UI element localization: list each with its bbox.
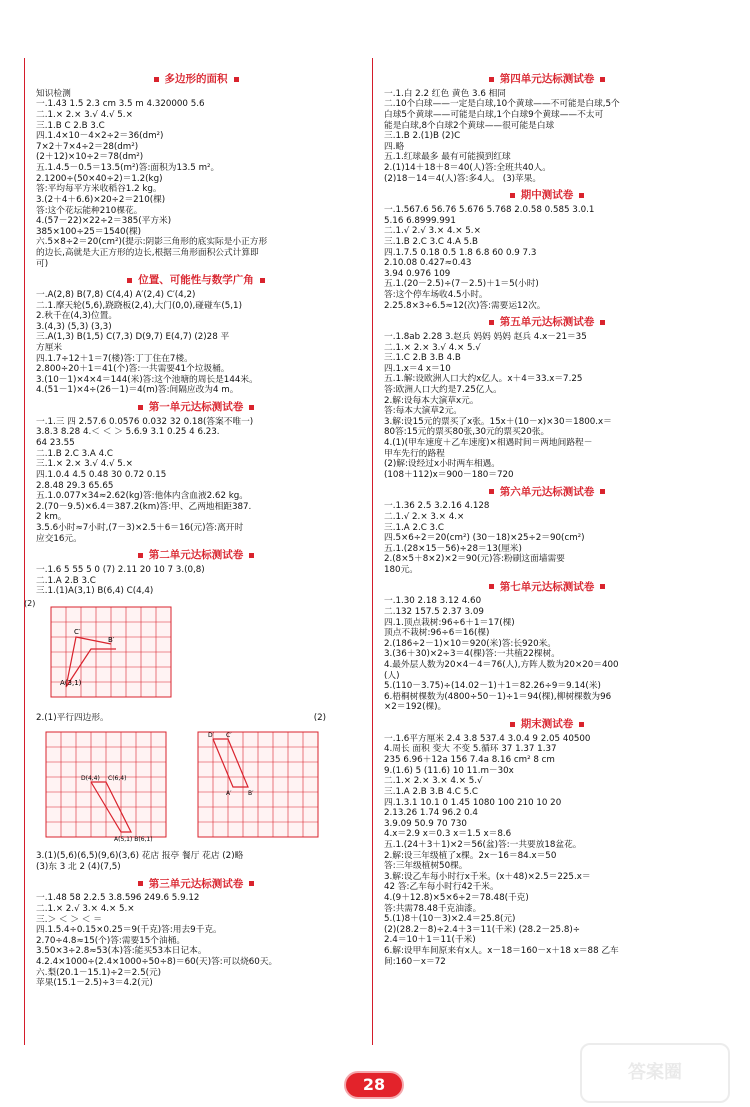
answer-line: 一.A(2,8) B(7,8) C(4,4) A′(2,4) C′(4,2): [36, 289, 196, 300]
answer-line: 方厘米: [36, 343, 63, 353]
answer-section: [384, 316, 710, 480]
answer-line: 6.解:设甲车间原来有x人。x－18＝160－x＋18 x＝88 乙车: [384, 946, 619, 957]
title-mark-icon: [260, 278, 265, 283]
answer-line: 一.1.6 5 55 5 0 (7) 2.11 20 10 7 3.(0,8): [36, 564, 205, 575]
title-mark-icon: [489, 584, 494, 589]
page-number: 28: [344, 1071, 404, 1099]
answer-line: 应交16元。: [36, 533, 82, 544]
answer-line: 2.13.26 1.74 96.2 0.4: [384, 808, 478, 819]
title-mark-icon: [510, 193, 515, 198]
title-mark-icon: [138, 881, 143, 886]
section-title: [36, 401, 356, 414]
answer-line: 3.8.3 8.28 4.＜ ＜ ＞ 5.6.9 3.1 0.25 4 6.23.: [36, 427, 220, 438]
answer-line: 四.1.5.4÷0.15×0.25＝9(千克)答:用去9千克。: [36, 925, 222, 936]
coordinate-grid-1: [24, 598, 186, 707]
answer-line: 385×100÷25＝1540(棵): [36, 226, 142, 237]
answer-line: 2 km。: [36, 512, 67, 523]
answer-line: 一.1.36 2.5 3.2.16 4.128: [384, 501, 490, 512]
grid-2b-svg: [188, 727, 328, 847]
answer-line: 2.(8×5＋8×2)×2＝90(元)答:粉刷这面墙需要: [384, 554, 565, 565]
answer-line: 四.略: [384, 141, 405, 152]
answer-line: 一.1.白 2.2 红色 黄色 3.6 相同: [384, 88, 506, 99]
answer-line: 42 答:乙车每小时行42千米。: [384, 882, 499, 893]
answer-section: [36, 73, 356, 269]
answer-line: 五.1.0.077×34≈2.62(kg)答:他体内含血液2.62 kg。: [36, 491, 248, 502]
grid-2-caption-left: 2.(1)平行四边形。: [36, 712, 109, 723]
section-title-text: 第四单元达标测试卷: [499, 73, 595, 85]
answer-line: 答:平均每平方米收稻谷1.2 kg。: [36, 184, 162, 195]
answer-line: 一.1.43 1.5 2.3 cm 3.5 m 4.320000 5.6: [36, 99, 205, 110]
answer-line: 2.10.08 0.427≈0.43: [384, 258, 472, 269]
answer-line: 五.1.红球最多 最有可能摸到红球: [384, 152, 511, 163]
answer-line: 5.(110－3.75)÷(14.02－1)＋1＝82.26÷9＝9.14(米): [384, 681, 601, 692]
answer-line: 二.1.× 2.√ 3.× 4.× 5.×: [36, 904, 135, 915]
section-title-text: 第二单元达标测试卷: [148, 549, 244, 562]
answer-line: 三.1.B 2.(1)B (2)C: [384, 131, 461, 142]
answer-line: 3.解:设15元的票买了x张。15x＋(10－x)×30＝1800.x＝: [384, 416, 612, 427]
answer-line: 二.1.B 2.C 3.A 4.C: [36, 448, 113, 459]
answer-line: 3.(10－1)×4×4＝144(米)答:这个池塘的周长是144米。: [36, 374, 258, 385]
answer-line: 答:三年级植树50棵。: [384, 861, 468, 872]
answer-line: 2.4＝10＋1＝11(千米): [384, 935, 476, 946]
answer-line: 3.(36＋30)×2÷3＝4(棵)答:一共植22棵树。: [384, 649, 560, 660]
answer-line: 2.解:设每本大演草x元。: [384, 395, 479, 406]
svg-text:D(4,4): D(4,4): [81, 775, 100, 783]
answer-line: 知识检测: [36, 88, 71, 99]
answer-line: 2.25.8×3÷6.5≈12(次)答:需要运12次。: [384, 300, 546, 311]
answer-line: 答:这个花坛能种210棵花。: [36, 205, 143, 216]
answer-section: [384, 486, 710, 576]
answer-line: 三.1.C 2.B 3.B 4.B: [384, 353, 461, 364]
answer-section: [36, 549, 356, 597]
section-title-text: 第六单元达标测试卷: [499, 485, 595, 498]
answer-line: 3.94 0.976 109: [384, 268, 451, 279]
section-title: [36, 878, 356, 891]
answer-line: 4.(9＋12.8)×5×6÷2＝78.48(千克): [384, 893, 529, 903]
svg-text:C′: C′: [226, 732, 232, 740]
answer-line: 2.秋千在(4,3)位置。: [36, 311, 118, 322]
answer-line: 3.50×3÷2.8≈53(本)答:能买53本日记本。: [36, 946, 207, 957]
answer-line: 2.70÷4.8≈15(个)答:需要15个油桶。: [36, 935, 186, 946]
section-title: [384, 189, 710, 202]
answer-line: 3.(1)(5,6)(6,5)(9,6)(3,6) 花店 报亭 餐厅 花店 (2)略: [36, 851, 244, 862]
answer-line: 三.1.A 2.B 3.B 4.C 5.C: [384, 786, 478, 797]
answer-section: [36, 274, 356, 396]
section-title-text: 第七单元达标测试卷: [499, 580, 595, 593]
answer-line: 5.16 6.8999.991: [384, 215, 456, 226]
answer-section: [384, 189, 710, 311]
answer-line: 二.1.√ 2.× 3.× 4.×: [384, 511, 465, 522]
section-title: [384, 73, 710, 86]
section-title-text: 期末测试卷: [520, 718, 574, 731]
answer-line: 一.1.48 58 2.2.5 3.8.596 249.6 5.9.12: [36, 893, 200, 904]
answer-line: 二.10个白球——一定是白球,10个黄球——不可能是白球,5个: [384, 99, 620, 110]
answer-line: 白球5个黄球——可能是白球,1个白球9个黄球——不太可: [384, 110, 604, 121]
section-3: [36, 878, 356, 989]
answer-section: [384, 73, 710, 184]
title-mark-icon: [249, 881, 254, 886]
answer-line: 64 23.55: [36, 438, 75, 449]
grid-2-row: [36, 727, 356, 847]
grid-1-label: (2): [24, 598, 36, 608]
svg-text:C′: C′: [74, 627, 81, 636]
answer-line: 三.1.(1)A(3,1) B(6,4) C(4,4): [36, 586, 154, 597]
answer-line: 7×2＋7×4÷2＝28(dm²): [36, 141, 139, 152]
title-mark-icon: [234, 77, 239, 82]
answer-line: 四.1.4×10－4×2÷2＝36(dm²): [36, 131, 164, 142]
answer-line: 三.1.A 2.C 3.C: [384, 522, 444, 533]
answer-line: 五.1.解:设欧洲人口大约x亿人。x＋4＝33.x＝7.25: [384, 374, 583, 385]
section-title: [36, 549, 356, 562]
answer-section: [384, 581, 710, 714]
section-title: [36, 274, 356, 287]
answer-line: 4.2.4×1000÷(2.4×1000÷50÷8)＝60(天)答:可以烧60天。: [36, 957, 278, 968]
answer-line: 4.x＝2.9 x＝0.3 x＝1.5 x＝8.6: [384, 829, 512, 840]
answer-line: (人): [384, 670, 400, 681]
grid-2-captions: [36, 713, 326, 724]
answer-section: [36, 401, 356, 544]
answer-line: ×2＝192(棵)。: [384, 702, 447, 713]
answer-line: 五.1.4.5－0.5＝13.5(m²)答:面积为13.5 m²。: [36, 163, 220, 174]
section-title: [384, 581, 710, 594]
answer-line: 二.132 157.5 2.37 3.09: [384, 606, 484, 617]
answer-line: 2.(70－9.5)×6.4＝387.2(km)答:甲、乙两地相距387.: [36, 501, 252, 512]
answer-line: 六.梨(20.1－15.1)÷2＝2.5(元): [36, 967, 162, 978]
title-mark-icon: [600, 584, 605, 589]
svg-text:D′: D′: [208, 732, 214, 740]
section-title-text: 期中测试卷: [520, 189, 574, 202]
section-title-text: 第五单元达标测试卷: [499, 316, 595, 329]
svg-text:B′: B′: [248, 790, 254, 798]
answer-line: (2)解:设经过x小时两车相遇。: [384, 459, 500, 470]
answer-line: 二.1.A 2.B 3.C: [36, 575, 96, 586]
answer-line: 5.(1)8＋(10－3)×2.4＝25.8(元): [384, 914, 516, 925]
answer-line: 四.1.7÷12＋1＝7(楼)答:丁丁住在7楼。: [36, 353, 193, 364]
after-grids-lines: [36, 851, 356, 872]
answer-line: 2.1200÷(50×40÷2)＝1.2(kg): [36, 173, 163, 184]
answer-line: 180元。: [384, 564, 418, 575]
title-mark-icon: [489, 77, 494, 82]
section-title: [384, 486, 710, 499]
answer-line: 二.1.√ 2.√ 3.× 4.× 5.×: [384, 226, 481, 237]
answer-line: 3.(4,3) (5,3) (3,3): [36, 321, 112, 332]
title-mark-icon: [510, 722, 515, 727]
title-mark-icon: [138, 405, 143, 410]
answer-line: 4.(57－22)×22÷2＝385(平方米): [36, 216, 172, 227]
answer-line: 四.5×6÷2＝20(cm²) (30－18)×25÷2＝90(cm²): [384, 533, 585, 544]
section-title: [36, 73, 356, 86]
answer-line: 3.5.6小时≈7小时,(7－3)×2.5＋6＝16(元)答:离开时: [36, 522, 244, 533]
left-rule: [24, 58, 25, 1045]
answer-line: 三.A(1,3) B(1,5) C(7,3) D(9,7) E(4,7) (2)28 平: [36, 332, 230, 343]
answer-line: 三.＞ ＜ ＞ ＜ ＝: [36, 914, 102, 925]
title-mark-icon: [489, 489, 494, 494]
answer-line: 苹果(15.1－2.5)÷3＝4.2(元): [36, 978, 153, 989]
title-mark-icon: [600, 77, 605, 82]
section-title: [384, 718, 710, 731]
grid-2-caption-right: (2): [313, 712, 326, 723]
title-mark-icon: [249, 553, 254, 558]
answer-line: 3.解:设乙车每小时行x千米。(x＋48)×2.5＝225.x＝: [384, 871, 591, 882]
answer-line: 答:欧洲人口大约是7.25亿人。: [384, 385, 502, 396]
answer-line: (3)东 3 北 2 (4)(7,5): [36, 862, 121, 872]
svg-text:B′: B′: [108, 635, 115, 644]
answer-line: 一.1.6平方厘米 2.4 3.8 537.4 3.0.4 9 2.05 40500: [384, 733, 591, 744]
answer-line: 二.1.× 2.× 3.√ 4.√ 5.×: [36, 110, 133, 121]
grid-1-svg: [36, 599, 186, 707]
answer-line: 四.1.3.1 10.1 0 1.45 1080 100 210 10 20: [384, 797, 562, 808]
answer-line: 甲车先行的路程: [384, 448, 445, 459]
answer-line: 四.1.7.5 0.18 0.5 1.8 6.8 60 0.9 7.3: [384, 247, 537, 258]
answer-line: 2.800÷20＋1＝41(个)答:一共需要41个垃圾桶。: [36, 364, 230, 375]
answer-line: 80答:15元的票买80张,30元的票买20张。: [384, 427, 550, 438]
answer-line: 四.1.0.4 4.5 0.48 30 0.72 0.15: [36, 469, 167, 480]
answer-line: (2)(28.2－8)÷2.4＋3＝11(千米) (28.2－25.8)÷: [384, 924, 581, 935]
answer-line: 间:160－x＝72: [384, 956, 446, 967]
answer-section: [384, 718, 710, 967]
answer-line: 235 6.96＋12a 156 7.4a 8.16 cm² 8 cm: [384, 755, 555, 766]
answer-line: 一.1.30 2.18 3.12 4.60: [384, 596, 482, 607]
answer-line: (2＋12)×10÷2＝78(dm²): [36, 152, 144, 163]
answer-line: 四.1.顶点栽树:96÷6＋1＝17(棵): [384, 617, 515, 628]
section-title: [384, 316, 710, 329]
title-mark-icon: [249, 405, 254, 410]
section-title-text: 位置、可能性与数学广角: [138, 274, 254, 287]
answer-line: 一.1.567.6 56.76 5.676 5.768 2.0.58 0.585 3.0.1: [384, 205, 595, 216]
answer-line: (2)18－14＝4(人)答:多4人。 (3)苹果。: [384, 173, 542, 184]
right-sections: [384, 73, 710, 967]
title-mark-icon: [154, 77, 159, 82]
section-title-text: 第一单元达标测试卷: [148, 401, 244, 414]
answer-line: 二.1.摩天轮(5,6),跷跷板(2,4),大门(0,0),碰碰车(5,1): [36, 300, 242, 311]
answer-line: 2.解:设三年级植了x棵。2x－16＝84.x＝50: [384, 850, 557, 861]
title-mark-icon: [579, 193, 584, 198]
answer-line: 3.(2＋4＋6.6)×20÷2＝210(棵): [36, 194, 166, 205]
answer-line: 4.(51－1)×4÷(26－1)＝4(m)答:间隔应改为4 m。: [36, 385, 239, 396]
answer-line: 三.1.B 2.C 3.C 4.A 5.B: [384, 236, 478, 247]
section-title-text: 多边形的面积: [164, 73, 228, 85]
grid-2a-svg: [36, 727, 176, 847]
answer-line: 2.(1)14＋18＋8＝40(人)答:全班共40人。: [384, 163, 551, 174]
answer-line: 二.1.× 2.× 3.√ 4.× 5.√: [384, 342, 481, 353]
answer-line: 二.1.× 2.× 3.× 4.× 5.√: [384, 776, 483, 787]
title-mark-icon: [600, 320, 605, 325]
left-sections: [36, 73, 356, 597]
answer-line: 五.1.(28×15－56)÷28＝13(厘米): [384, 543, 522, 554]
answer-line: 三.1.B C 2.B 3.C: [36, 120, 105, 131]
answer-line: 五.1.(20－2.5)÷(7－2.5)＋1＝5(小时): [384, 279, 539, 290]
svg-text:A(5,1) B(6,1): A(5,1) B(6,1): [114, 836, 153, 844]
svg-text:A′: A′: [226, 790, 232, 798]
title-mark-icon: [600, 489, 605, 494]
answer-line: 4.最外层人数为20×4－4＝76(人),方阵人数为20×20＝400: [384, 660, 619, 671]
answer-line: 能是白球,8个白球2个黄球——很可能是白球: [384, 120, 555, 131]
answer-line: 四.1.x＝4 x＝10: [384, 363, 451, 374]
svg-text:A(3,1): A(3,1): [60, 678, 82, 687]
answer-line: 的边长,高就是大正方形的边长,根据三角形面积公式计算即: [36, 247, 259, 258]
title-mark-icon: [127, 278, 132, 283]
answer-line: 三.1.× 2.× 3.√ 4.√ 5.×: [36, 459, 133, 470]
answer-line: 可): [36, 258, 49, 269]
svg-text:C(6,4): C(6,4): [108, 775, 127, 783]
answer-line: 4.(1)(甲车速度＋乙车速度)×相遇时间＝两地间路程－: [384, 438, 593, 449]
answer-line: 答:每本大演草2元。: [384, 406, 462, 417]
answer-line: 4.周长 面积 变大 不变 5.循环 37 1.37 1.37: [384, 744, 557, 755]
answer-line: (108＋112)x＝900－180＝720: [384, 469, 514, 480]
answer-line: 答:这个停车场收4.5小时。: [384, 289, 488, 300]
answer-line: 一.1.8ab 2.28 3.赵兵 妈妈 妈妈 赵兵 4.x－21＝35: [384, 331, 587, 342]
answer-line: 五.1.(24＋3＋1)×2＝56(盆)答:一共要放18盆花。: [384, 839, 582, 850]
answer-line: 2.8.48 29.3 65.65: [36, 480, 114, 491]
answer-line: 6.梧桐树棵数为(4800÷50－1)÷1＝94(棵),柳树棵数为96: [384, 691, 612, 702]
answer-line: 2.(186÷2－1)×10＝920(米)答:长920米。: [384, 638, 556, 649]
title-mark-icon: [579, 722, 584, 727]
answer-line: 9.(1.6) 5 (11.6) 10 11.m－30x: [384, 765, 514, 776]
title-mark-icon: [138, 553, 143, 558]
answer-line: 3.9.09 50.9 70 730: [384, 818, 467, 829]
watermark-logo: 答案圈: [580, 1043, 730, 1103]
answer-line: 答:共需78.48千克油漆。: [384, 903, 482, 914]
answer-line: 顶点不栽树:96÷6＝16(棵): [384, 628, 490, 639]
section-title-text: 第三单元达标测试卷: [148, 877, 244, 890]
right-column: [384, 68, 710, 967]
middle-rule: [372, 58, 373, 1045]
answer-line: 六.5×8÷2＝20(cm²)(提示:阴影三角形的底实际是小正方形: [36, 237, 268, 248]
answer-line: 一.1.三 四 2.57.6 0.0576 0.032 32 0.18(答案不唯一): [36, 416, 254, 427]
title-mark-icon: [489, 320, 494, 325]
left-column: [24, 68, 356, 989]
